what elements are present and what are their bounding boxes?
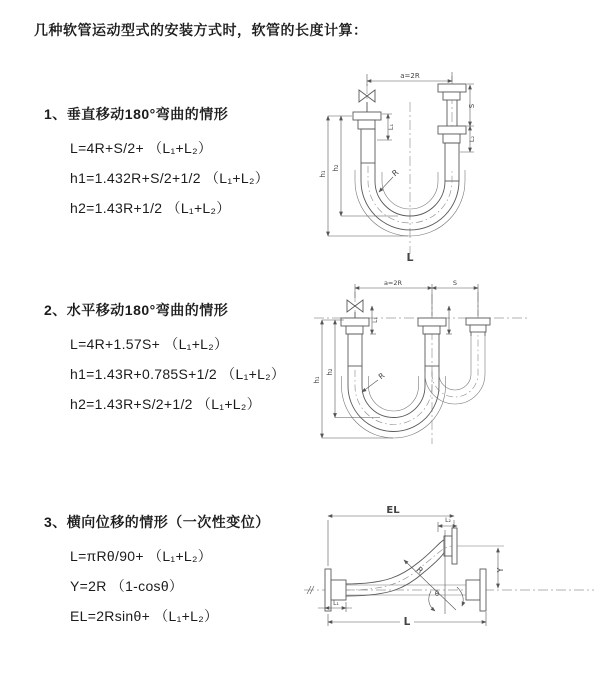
- dim-label-h2: h₂: [332, 164, 340, 172]
- formula-l: L=πRθ/90+ （L₁+L₂）: [70, 548, 213, 564]
- formula-h1: h1=1.432R+S/2+1/2 （L₁+L₂）: [70, 170, 270, 186]
- formula-h2: h2=1.43R+S/2+1/2 （L₁+L₂）: [70, 396, 261, 412]
- dimension-lines: [313, 279, 478, 438]
- hose-bend-main: [342, 366, 446, 438]
- section-3-formulas: [70, 541, 270, 631]
- section-2-formulas: [70, 329, 285, 419]
- dim-label-h1: h₁: [313, 376, 321, 384]
- dim-label-h2: h₂: [326, 368, 334, 376]
- theta-label: θ: [434, 590, 440, 598]
- page-title: 几种软管运动型式的安装方式时，软管的长度计算：: [34, 22, 368, 38]
- formula-h2: h2=1.43R+1/2 （L₁+L₂）: [70, 200, 231, 216]
- valve-symbol: [347, 300, 363, 318]
- diagram-horizontal-180-bend: [300, 276, 600, 464]
- dim-label-el: EL: [386, 505, 400, 516]
- dim-label-s: S: [468, 103, 476, 109]
- dimension-lines: [318, 505, 505, 628]
- section-vertical-bend: [44, 104, 269, 223]
- section-1-heading: 1、垂直移动180°弯曲的情形: [44, 106, 229, 122]
- section-horizontal-bend: [44, 300, 285, 419]
- diagram-vertical-180-bend: [300, 66, 595, 264]
- dim-label-a2r: a=2R: [400, 72, 420, 80]
- dim-label-h1: h₁: [319, 170, 327, 178]
- formula-el: EL=2Rsinθ+ （L₁+L₂）: [70, 608, 219, 624]
- dim-label-l2: L₂: [468, 135, 476, 143]
- dim-label-y: Y: [496, 567, 505, 573]
- section-1-formulas: [70, 133, 269, 223]
- dim-label-l1: L₁: [387, 123, 395, 131]
- centerlines: [314, 292, 528, 444]
- hose-fittings: [341, 318, 490, 366]
- dim-label-l1: L₁: [372, 317, 379, 323]
- section-2-heading: 2、水平移动180°弯曲的情形: [44, 302, 229, 318]
- radius-label: R: [390, 167, 401, 179]
- flanges: [325, 528, 486, 611]
- dimension-lines: [319, 72, 476, 264]
- section-lateral-displacement: [44, 512, 270, 631]
- radius-label: R: [376, 370, 387, 382]
- length-label: L: [406, 251, 414, 264]
- formula-y: Y=2R （1-cosθ）: [70, 578, 184, 594]
- dim-label-l1: L₁: [333, 600, 339, 607]
- dim-label-l2: L₂: [445, 517, 451, 524]
- formula-l: L=4R+1.57S+ （L₁+L₂）: [70, 336, 229, 352]
- section-3-heading: 3、横向位移的情形（一次性变位）: [44, 514, 270, 530]
- dim-label-l: L: [403, 616, 411, 628]
- radius-label: R: [414, 564, 425, 576]
- dim-label-a2r: a=2R: [383, 279, 403, 287]
- dim-label-s: S: [452, 279, 458, 287]
- diagram-lateral-displacement: [298, 502, 600, 654]
- hose-bend-displaced: [425, 334, 485, 404]
- formula-h1: h1=1.43R+0.785S+1/2 （L₁+L₂）: [70, 366, 286, 382]
- formula-l: L=4R+S/2+ （L₁+L₂）: [70, 140, 213, 156]
